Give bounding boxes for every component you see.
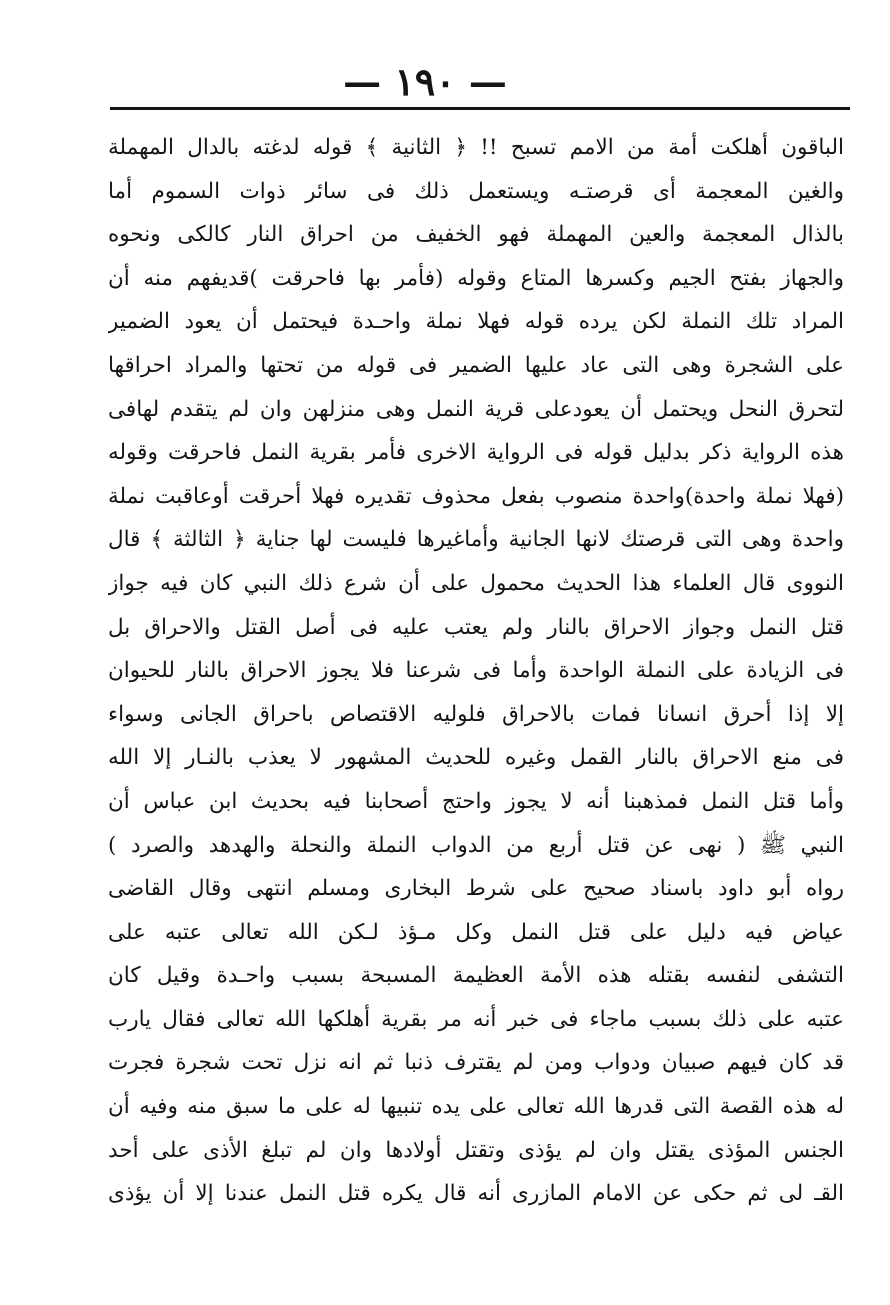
text-line: الجنس المؤذى يقتل وان لم يؤذى وتقتل أولادها وان لم تبلغ الأذى على أحد (108, 1137, 844, 1163)
text-line: النبي ﷺ ( نهى عن قتل أربع من الدواب النملة والنحلة والهدهد والصرد ) (108, 832, 844, 858)
text-line: وأما قتل النمل فمذهبنا أنه لا يجوز واحتج أصحابنا فيه بحديث ابن عباس أن (108, 788, 844, 814)
text-line: على الشجرة وهى التى عاد عليها الضمير فى قوله من تحتها والمراد احراقها (108, 352, 844, 378)
text-line: النووى قال العلماء هذا الحديث محمول على أن شرع ذلك النبي كان فيه جواز (108, 570, 844, 596)
text-line: هذه الرواية ذكر بدليل قوله فى الرواية الاخرى فأمر بقرية النمل فاحرقت وقوله (108, 440, 844, 466)
text-line: واحدة وهى التى قرصتك لانها الجانية وأماغيرها فليست لها جناية ﴿ الثالثة ﴾ قال (108, 527, 844, 553)
text-line: التشفى لنفسه بقتله هذه الأمة العظيمة المسبحة بسبب واحـدة وقيل كان (108, 963, 844, 989)
header-rule (110, 107, 850, 110)
text-line: فى منع الاحراق بالنار القمل وغيره للحديث المشهور لا يعذب بالنـار إلا الله (108, 745, 844, 771)
text-line: عياض فيه دليل على قتل النمل وكل مـؤذ لـكن الله تعالى عتبه على (108, 919, 844, 945)
page-number: — ١٩٠ — (343, 59, 507, 104)
text-line: الباقون أهلكت أمة من الامم تسبح !! ﴿ الثانية ﴾ قوله لدغته بالدال المهملة (108, 135, 844, 160)
text-line: إلا إذا أحرق انسانا فمات بالاحراق فلوليه الاقتصاص باحراق الجانى وسواء (108, 701, 844, 727)
text-line: لتحرق النحل ويحتمل أن يعودعلى قرية النمل وهى منزلهن وان لم يتقدم لهافى (108, 396, 844, 422)
text-line: له هذه القصة التى قدرها الله تعالى على يده تنبيها له على ما سبق منه وفيه أن (108, 1094, 844, 1120)
text-line: والغين المعجمة أى قرصتـه ويستعمل ذلك فى سائر ذوات السموم أما (108, 178, 844, 204)
text-line: (فهلا نملة واحدة)واحدة منصوب بفعل محذوف تقديره فهلا أحرقت أوعاقبت نملة (108, 483, 844, 509)
text-line: رواه أبو داود باسناد صحيح على شرط البخارى ومسلم انتهى وقال القاضى (108, 876, 844, 902)
text-line: قتل النمل وجواز الاحراق بالنار ولم يعتب عليه فى أصل القتل والاحراق بل (108, 614, 844, 640)
body-text (108, 126, 844, 1216)
text-line: بالذال المعجمة والعين المهملة فهو الخفيف من احراق النار كالكى ونحوه (108, 222, 844, 248)
text-line: عتبه على ذلك بسبب ماجاء فى خبر أنه مر بقرية أهلكها الله تعالى فقال يارب (108, 1006, 844, 1032)
text-line: والجهاز بفتح الجيم وكسرها المتاع وقوله (فأمر بها فاحرقت )قديفهم منه أن (108, 265, 844, 291)
text-line: فى الزيادة على النملة الواحدة وأما فى شرعنا فلا يجوز الاحراق بالنار للحيوان (108, 658, 844, 684)
text-line: القـ لى ثم حكى عن الامام المازرى أنه قال يكره قتل النمل عندنا إلا أن يؤذى (108, 1181, 844, 1207)
text-line: المراد تلك النملة لكن يرده قوله فهلا نملة واحـدة فيحتمل أن يعود الضمير (108, 309, 844, 335)
text-line: قد كان فيهم صبيان ودواب ومن لم يقترف ذنبا ثم انه نزل تحت شجرة فجرت (108, 1050, 844, 1076)
